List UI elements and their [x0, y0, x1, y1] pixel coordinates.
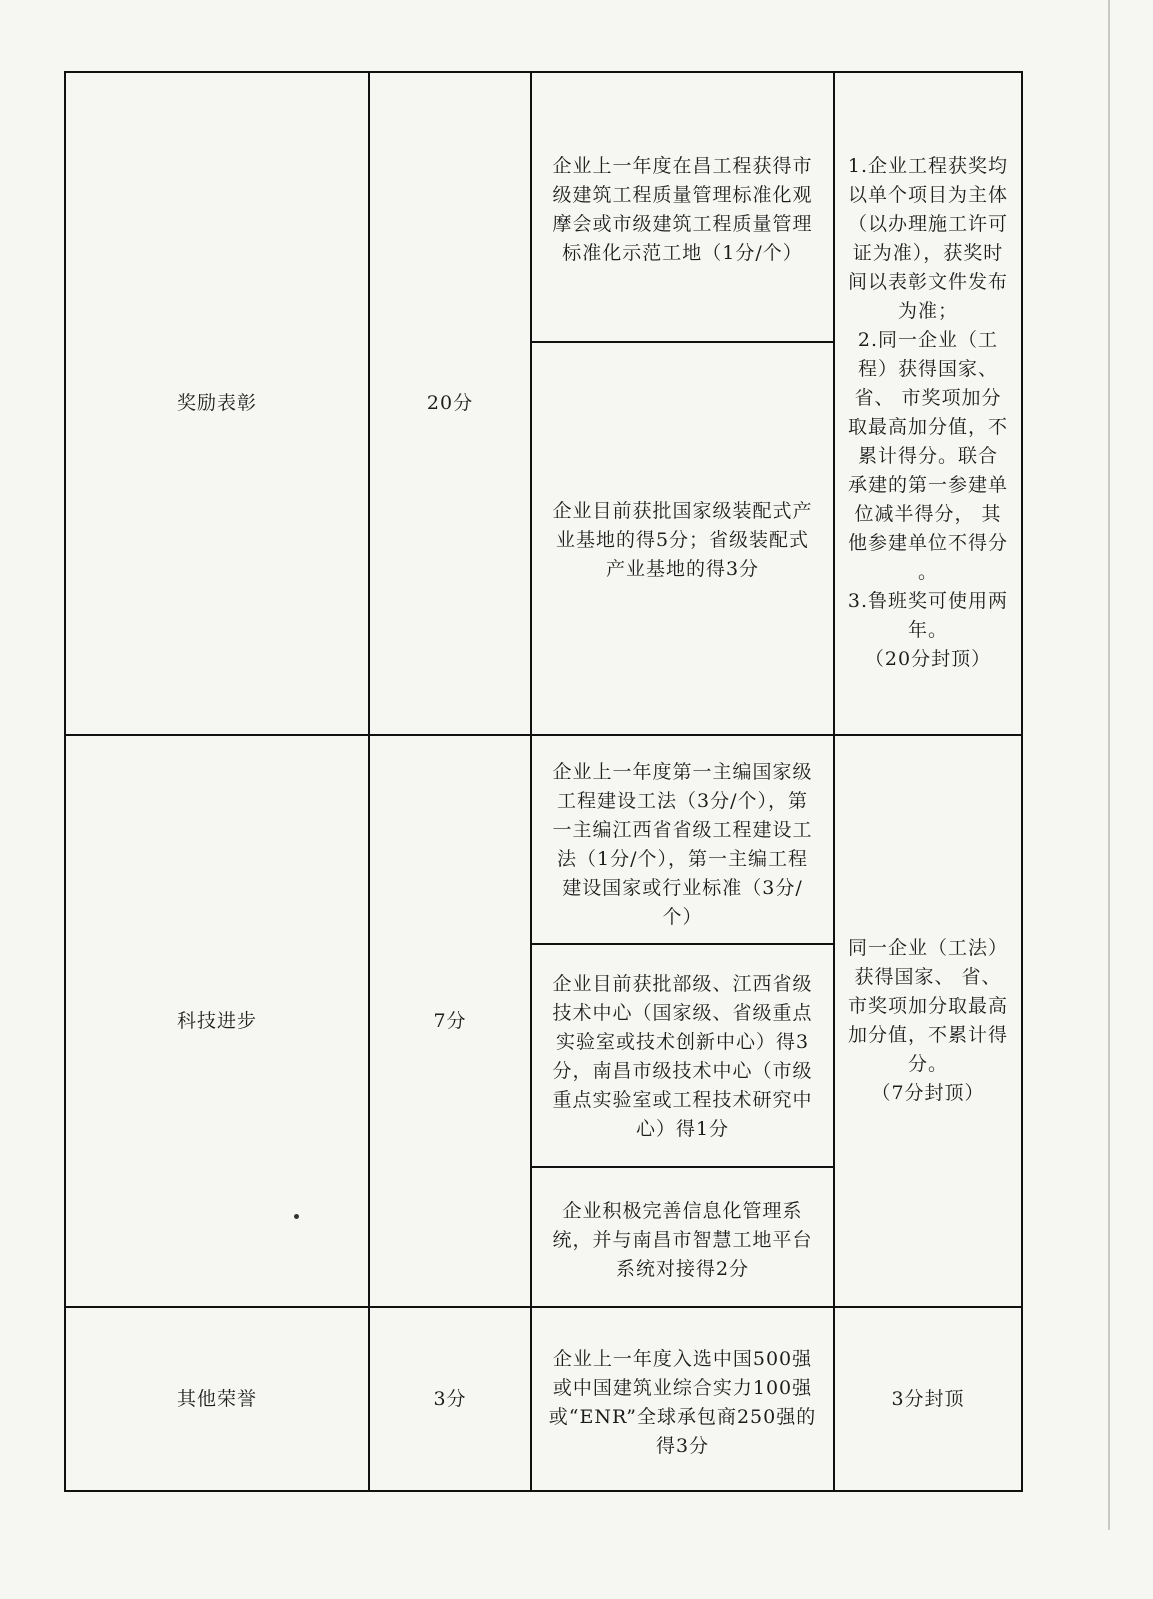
criteria-divider-3	[530, 1166, 835, 1168]
criteria-cell: 企业积极完善信息化管理系 统，并与南昌市智慧工地平台 系统对接得2分	[552, 1200, 813, 1280]
criteria-cell: 企业目前获批部级、江西省级 技术中心（国家级、省级重点 实验室或技术创新中心）得3 分，南昌市级技术中心（市级 重点实验室或工程技术研究中 心）得1分	[552, 973, 813, 1140]
table-border-right	[1021, 71, 1023, 1492]
criteria-divider-1	[530, 341, 835, 343]
table-border-bottom	[64, 1490, 1023, 1492]
points-cell-awards	[370, 73, 530, 734]
points-value: 20分	[426, 392, 474, 414]
remarks-cell-tech: 同一企业（工法） 获得国家、 省、 市奖项加分取最高 加分值，不累计得 分。 （7分封顶）	[847, 937, 1008, 1104]
points-cell-tech	[370, 736, 530, 1306]
points-cell-other	[370, 1308, 530, 1490]
criteria-cell: 企业上一年度入选中国500强 或中国建筑业综合实力100强 或“ENR”全球承包商250强的 得3分	[548, 1347, 817, 1457]
stray-mark	[294, 1214, 299, 1219]
criteria-cell: 企业上一年度第一主编国家级 工程建设工法（3分/个），第 一主编江西省省级工程建设工 法（1分/个），第一主编工程 建设国家或行业标准（3分/ 个）	[552, 761, 813, 928]
category-cell-other	[66, 1308, 368, 1490]
page-edge-shadow	[1108, 0, 1110, 1530]
category-label: 其他荣誉	[176, 1387, 257, 1410]
points-value: 3分	[433, 1387, 467, 1410]
points-value: 7分	[433, 1009, 467, 1032]
remarks-cell-other: 3分封顶	[891, 1387, 965, 1410]
category-cell-tech	[66, 736, 368, 1306]
category-label: 奖励表彰	[176, 392, 257, 414]
remarks-cell-awards: 1.企业工程获奖均 以单个项目为主体 （以办理施工许可 证为准），获奖时 间以表彰文件发布 为准； 2.同一企业（工 程）获得国家、 省、 市奖项加分 取最高加分值，不 累计得分。联合 承建的第一参建单 位减半得分， 其 他参建单位不得分 。 3.鲁班奖可使用两 年。 （20分封顶）	[847, 155, 1009, 670]
criteria-divider-2	[530, 943, 835, 945]
category-label: 科技进步	[176, 1009, 257, 1032]
criteria-cell: 企业目前获批国家级装配式产 业基地的得5分；省级装配式 产业基地的得3分	[552, 499, 813, 580]
category-cell-awards	[66, 73, 368, 734]
criteria-cell: 企业上一年度在昌工程获得市 级建筑工程质量管理标准化观 摩会或市级建筑工程质量管理 标准化示范工地（1分/个）	[552, 155, 813, 264]
